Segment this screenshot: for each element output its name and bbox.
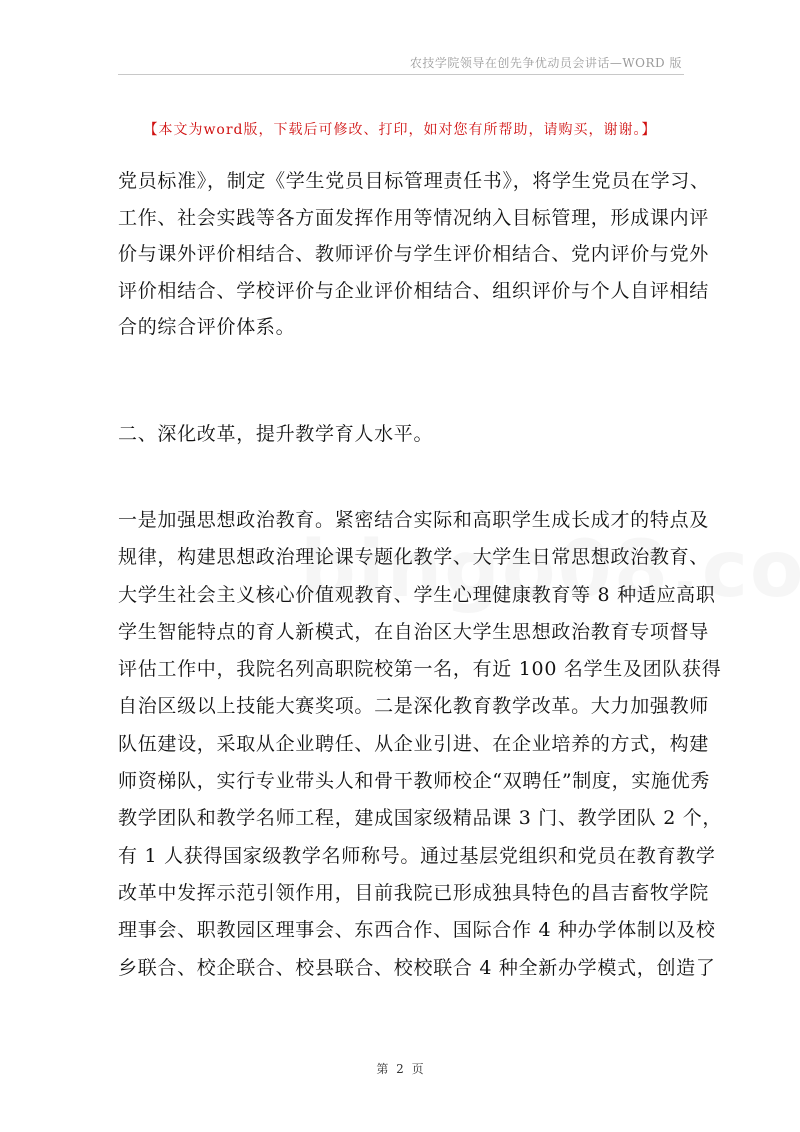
footer-prefix: 第 bbox=[376, 1062, 389, 1076]
text-line: 合的综合评价体系。 bbox=[118, 316, 296, 338]
text-line: 理事会、职教园区理事会、东西合作、国际合作 4 种办学体制以及校 bbox=[118, 919, 716, 942]
text-line: 评价相结合、学校评价与企业评价相结合、组织评价与个人自评相结 bbox=[118, 279, 710, 302]
text-line: 工作、社会实践等各方面发挥作用等情况纳入目标管理，形成课内评 bbox=[118, 206, 710, 229]
text-line: 自治区级以上技能大赛奖项。二是深化教育教学改革。大力加强教师 bbox=[118, 695, 710, 718]
text-line: 党员标准》，制定《学生党员目标管理责任书》，将学生党员在学习、 bbox=[118, 170, 710, 192]
page-number: 2 bbox=[396, 1062, 404, 1076]
text-line: 乡联合、校企联合、校县联合、校校联合 4 种全新办学模式，创造了 bbox=[118, 956, 716, 979]
running-header: 农技学院领导在创先争优动员会讲话—WORD 版 bbox=[409, 56, 682, 70]
text-line: 队伍建设，采取从企业聘任、从企业引进、在企业培养的方式，构建 bbox=[118, 732, 710, 755]
footer-suffix: 页 bbox=[411, 1062, 424, 1076]
text-line: 评估工作中，我院名列高职院校第一名，有近 100 名学生及团队获得 bbox=[118, 658, 722, 681]
text-line: 规律，构建思想政治理论课专题化教学、大学生日常思想政治教育、 bbox=[118, 546, 710, 569]
text-line: 改革中发挥示范引领作用，目前我院已形成独具特色的昌吉畜牧学院 bbox=[118, 881, 710, 904]
page-footer bbox=[0, 1060, 800, 1077]
text-line: 价与课外评价相结合、教师评价与学生评价相结合、党内评价与党外 bbox=[118, 243, 710, 265]
text-line: 教学团队和教学名师工程，建成国家级精品课 3 门、教学团队 2 个， bbox=[118, 807, 723, 830]
text-line: 师资梯队，实行专业带头人和骨干教师校企“双聘任”制度，实施优秀 bbox=[118, 770, 711, 793]
header-divider bbox=[118, 74, 684, 75]
text-line: 学生智能特点的育人新模式，在自治区大学生思想政治教育专项督导 bbox=[118, 620, 710, 643]
paragraph-continued bbox=[118, 163, 710, 346]
text-line: 一是加强思想政治教育。紧密结合实际和高职学生成长成才的特点及 bbox=[118, 509, 710, 531]
section-heading: 二、深化改革，提升教学育人水平。 bbox=[118, 423, 434, 445]
purchase-notice: 【本文为word版，下载后可修改、打印，如对您有所帮助，请购买，谢谢。】 bbox=[143, 122, 657, 138]
paragraph-section-2 bbox=[118, 502, 723, 987]
text-line: 有 1 人获得国家级教学名师称号。通过基层党组织和党员在教育教学 bbox=[118, 844, 716, 867]
text-line: 大学生社会主义核心价值观教育、学生心理健康教育等 8 种适应高职 bbox=[118, 583, 716, 606]
